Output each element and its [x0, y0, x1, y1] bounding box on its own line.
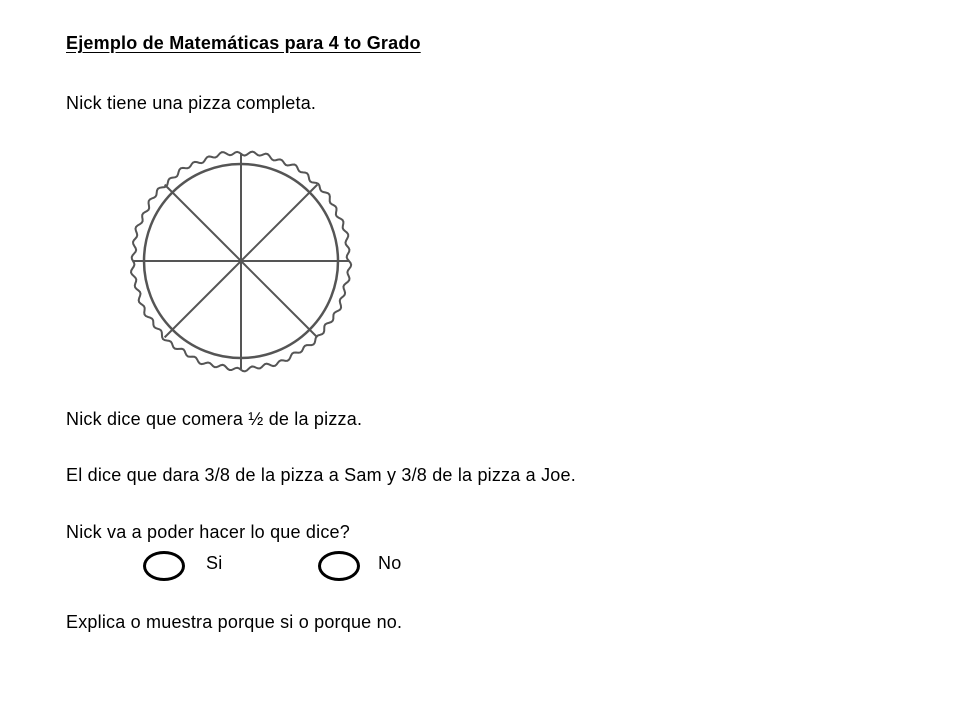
answer-si-label: Si: [206, 553, 223, 573]
pizza-diagram: [126, 140, 358, 380]
slice-lines: [133, 153, 349, 369]
intro-text: Nick tiene una pizza completa.: [66, 93, 317, 113]
explain-prompt: Explica o muestra porque si o porque no.: [66, 612, 403, 632]
page-title: Ejemplo de Matemáticas para 4 to Grado: [66, 33, 421, 53]
answer-no-label: No: [378, 553, 402, 573]
half-statement: Nick dice que comera ½ de la pizza.: [66, 409, 363, 429]
answer-no-bubble[interactable]: [318, 551, 360, 581]
answer-si-bubble[interactable]: [143, 551, 185, 581]
share-statement: El dice que dara 3/8 de la pizza a Sam y 3/8 de la pizza a Joe.: [66, 465, 576, 485]
question-text: Nick va a poder hacer lo que dice?: [66, 522, 350, 542]
